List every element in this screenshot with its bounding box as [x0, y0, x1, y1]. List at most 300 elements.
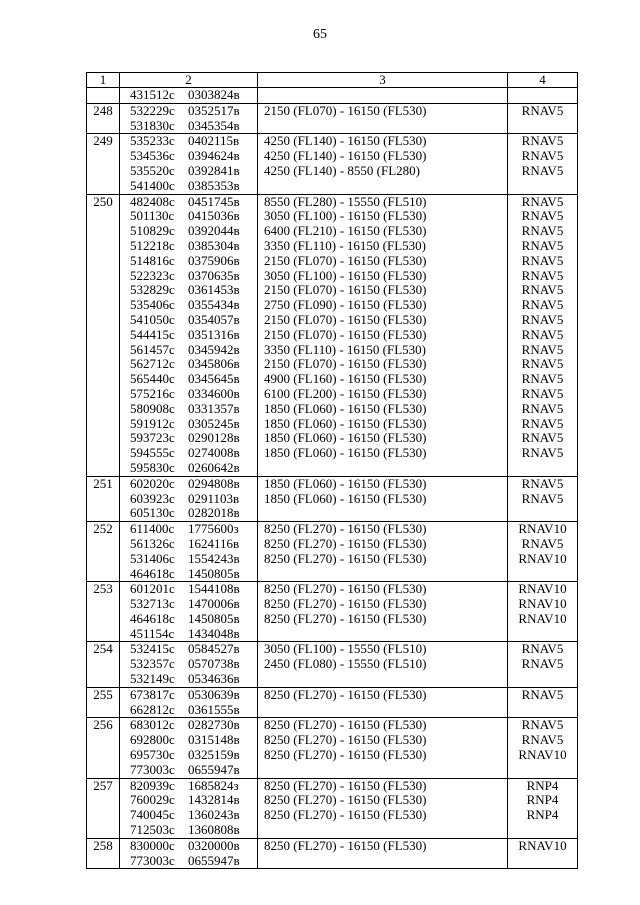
table-row	[87, 687, 578, 718]
latitude: 740045с	[130, 807, 175, 823]
altitude-range: 2150 (FL070) - 16150 (FL530)	[264, 102, 427, 118]
latitude: 522323с	[130, 267, 175, 283]
nav-spec: RNAV5	[521, 356, 564, 372]
longitude: 0345645в	[188, 371, 240, 387]
altitude-cell	[258, 778, 508, 838]
nav-spec: RNAV5	[521, 341, 564, 357]
coordinate-pair	[120, 733, 257, 748]
nav-spec: RNP4	[526, 807, 559, 823]
coordinate-pair	[120, 748, 257, 763]
latitude: 575216с	[130, 385, 175, 401]
altitude-range: 8250 (FL270) - 16150 (FL530)	[264, 521, 427, 537]
page-number: 65	[313, 27, 327, 42]
nav-spec: RNAV10	[518, 581, 567, 597]
latitude: 692800с	[130, 732, 175, 748]
nav-spec: RNAV5	[521, 252, 564, 268]
coordinate-pair	[120, 328, 257, 343]
header-row	[87, 73, 578, 88]
longitude: 0370635в	[188, 267, 240, 283]
table-row	[87, 103, 578, 134]
route-number	[87, 194, 120, 476]
longitude: 0315148в	[188, 732, 240, 748]
altitude-range: 2150 (FL070) - 16150 (FL530)	[264, 356, 427, 372]
longitude: 0282018в	[188, 505, 240, 521]
latitude: 591912с	[130, 415, 175, 431]
latitude: 602020с	[130, 475, 175, 491]
coordinate-pair	[120, 239, 257, 254]
longitude: 0260642в	[188, 459, 240, 475]
altitude-range: 8250 (FL270) - 16150 (FL530)	[264, 581, 427, 597]
altitude-range: 2150 (FL070) - 16150 (FL530)	[264, 282, 427, 298]
altitude-range: 2750 (FL090) - 16150 (FL530)	[264, 297, 427, 313]
column-header-2: 2	[120, 73, 258, 88]
longitude: 1450805в	[188, 565, 240, 581]
altitude-cell	[258, 718, 508, 778]
route-table	[86, 72, 578, 869]
altitude-cell	[258, 838, 508, 869]
route-number	[87, 522, 120, 582]
nav-spec: RNAV5	[521, 385, 564, 401]
coordinate-pair	[120, 672, 257, 687]
latitude: 535233с	[130, 133, 175, 149]
longitude: 0394624в	[188, 148, 240, 164]
longitude: 0352517в	[188, 102, 240, 118]
longitude: 0385304в	[188, 237, 240, 253]
latitude: 712503с	[130, 822, 175, 838]
nav-spec-cell	[508, 103, 578, 134]
altitude-range: 2150 (FL070) - 16150 (FL530)	[264, 326, 427, 342]
latitude: 683012с	[130, 717, 175, 733]
latitude: 562712с	[130, 356, 175, 372]
route-number	[87, 838, 120, 869]
coordinate-pair	[120, 642, 257, 657]
coordinates-cell	[120, 687, 258, 718]
altitude-range: 8250 (FL270) - 16150 (FL530)	[264, 792, 427, 808]
nav-spec: RNAV5	[521, 133, 564, 149]
latitude: 662812с	[130, 701, 175, 717]
route-number-text	[87, 88, 119, 103]
longitude: 0385353в	[188, 177, 240, 193]
longitude: 0584527в	[188, 641, 240, 657]
nav-spec: RNAV5	[521, 641, 564, 657]
latitude: 773003с	[130, 852, 175, 868]
route-number	[87, 103, 120, 134]
coordinate-pair	[120, 179, 257, 194]
coordinate-pair	[120, 164, 257, 179]
altitude-cell	[258, 88, 508, 104]
route-number-text: 255	[93, 686, 113, 702]
coordinate-pair	[120, 119, 257, 134]
latitude: 510829с	[130, 223, 175, 239]
longitude: 1554243в	[188, 550, 240, 566]
longitude: 0351316в	[188, 326, 240, 342]
latitude: 760029с	[130, 792, 175, 808]
coordinates-cell	[120, 134, 258, 194]
coordinate-pair	[120, 582, 257, 597]
nav-spec: RNAV5	[521, 326, 564, 342]
table-row	[87, 194, 578, 476]
altitude-range: 1850 (FL060) - 16150 (FL530)	[264, 475, 427, 491]
coordinate-pair	[120, 703, 257, 718]
longitude: 1360808в	[188, 822, 240, 838]
longitude: 0331357в	[188, 400, 240, 416]
latitude: 611400с	[130, 521, 175, 537]
altitude-range: 8250 (FL270) - 16150 (FL530)	[264, 535, 427, 551]
nav-spec-cell	[508, 88, 578, 104]
nav-spec: RNAV10	[518, 521, 567, 537]
latitude: 532713с	[130, 596, 175, 612]
coordinate-pair	[120, 134, 257, 149]
coordinate-pair	[120, 854, 257, 869]
altitude-range: 2150 (FL070) - 16150 (FL530)	[264, 311, 427, 327]
coordinate-pair	[120, 763, 257, 778]
latitude: 580908с	[130, 400, 175, 416]
nav-spec: RNAV10	[518, 610, 567, 626]
nav-spec: RNAV5	[521, 400, 564, 416]
coordinate-pair	[120, 357, 257, 372]
latitude: 541400с	[130, 177, 175, 193]
longitude: 1685824з	[188, 777, 239, 793]
altitude-cell	[258, 687, 508, 718]
latitude: 482408с	[130, 193, 175, 209]
longitude: 0451745в	[188, 193, 240, 209]
altitude-range: 1850 (FL060) - 16150 (FL530)	[264, 430, 427, 446]
nav-spec: RNAV5	[521, 102, 564, 118]
longitude: 0534636в	[188, 671, 240, 687]
latitude: 531830с	[130, 117, 175, 133]
altitude-cell	[258, 194, 508, 476]
route-number	[87, 476, 120, 521]
nav-spec: RNAV5	[521, 445, 564, 461]
nav-spec: RNAV5	[521, 297, 564, 313]
coordinate-pair	[120, 839, 257, 854]
latitude: 594555с	[130, 445, 175, 461]
altitude-range: 6400 (FL210) - 16150 (FL530)	[264, 223, 427, 239]
coordinates-cell	[120, 103, 258, 134]
longitude: 0345942в	[188, 341, 240, 357]
longitude: 0290128в	[188, 430, 240, 446]
coordinate-pair	[120, 779, 257, 794]
coordinates-cell	[120, 838, 258, 869]
altitude-range: 8250 (FL270) - 16150 (FL530)	[264, 747, 427, 763]
longitude: 0334600в	[188, 385, 240, 401]
latitude: 561457с	[130, 341, 175, 357]
latitude: 773003с	[130, 761, 175, 777]
altitude-range: 8250 (FL270) - 16150 (FL530)	[264, 686, 427, 702]
latitude: 501130с	[130, 208, 175, 224]
latitude: 532415с	[130, 641, 175, 657]
latitude: 561326с	[130, 535, 175, 551]
latitude: 673817с	[130, 686, 175, 702]
route-number	[87, 88, 120, 104]
longitude: 1624116в	[188, 535, 240, 551]
coordinates-cell	[120, 194, 258, 476]
coordinates-cell	[120, 642, 258, 687]
coordinate-pair	[120, 298, 257, 313]
altitude-cell	[258, 134, 508, 194]
longitude: 0305245в	[188, 415, 240, 431]
altitude-cell	[258, 522, 508, 582]
longitude: 1544108в	[188, 581, 240, 597]
table-row	[87, 134, 578, 194]
coordinates-cell	[120, 522, 258, 582]
coordinates-cell	[120, 718, 258, 778]
latitude: 514816с	[130, 252, 175, 268]
coordinate-pair	[120, 793, 257, 808]
table-row	[87, 838, 578, 869]
coordinate-pair	[120, 477, 257, 492]
longitude: 0274008в	[188, 445, 240, 461]
coordinate-pair	[120, 808, 257, 823]
route-number-text: 258	[93, 837, 113, 853]
route-number	[87, 687, 120, 718]
nav-spec-cell	[508, 687, 578, 718]
latitude: 534536с	[130, 148, 175, 164]
longitude: 0361453в	[188, 282, 240, 298]
latitude: 535406с	[130, 297, 175, 313]
table-row	[87, 476, 578, 521]
latitude: 595830с	[130, 459, 175, 475]
nav-spec-cell	[508, 194, 578, 476]
coordinate-pair	[120, 688, 257, 703]
altitude-range: 8250 (FL270) - 16150 (FL530)	[264, 837, 427, 853]
altitude-range: 4250 (FL140) - 16150 (FL530)	[264, 133, 427, 149]
route-number-text: 254	[93, 641, 113, 657]
coordinates-cell	[120, 476, 258, 521]
coordinate-pair	[120, 343, 257, 358]
coordinate-pair	[120, 657, 257, 672]
latitude: 532149с	[130, 671, 175, 687]
route-number-text: 252	[93, 521, 113, 537]
nav-spec: RNAV5	[521, 430, 564, 446]
nav-spec-cell	[508, 522, 578, 582]
table-row	[87, 718, 578, 778]
coordinates-cell	[120, 778, 258, 838]
altitude-range: 8250 (FL270) - 16150 (FL530)	[264, 717, 427, 733]
nav-spec: RNAV5	[521, 475, 564, 491]
altitude-range: 8550 (FL280) - 15550 (FL510)	[264, 193, 427, 209]
coordinate-pair	[120, 522, 257, 537]
altitude-range: 4250 (FL140) - 8550 (FL280)	[264, 162, 420, 178]
table-row	[87, 522, 578, 582]
coordinate-pair	[120, 269, 257, 284]
coordinate-pair	[120, 254, 257, 269]
longitude: 0345354в	[188, 117, 240, 133]
column-header-4: 4	[508, 73, 578, 88]
altitude-cell	[258, 476, 508, 521]
altitude-range: 8250 (FL270) - 16150 (FL530)	[264, 550, 427, 566]
longitude: 0392841в	[188, 162, 240, 178]
coordinate-pair	[120, 718, 257, 733]
coordinate-pair	[120, 195, 257, 210]
route-number	[87, 778, 120, 838]
latitude: 603923с	[130, 490, 175, 506]
route-number-text: 253	[93, 581, 113, 597]
longitude: 1450805в	[188, 610, 240, 626]
latitude: 532357с	[130, 656, 175, 672]
altitude-cell	[258, 103, 508, 134]
longitude: 0375906в	[188, 252, 240, 268]
altitude-range: 3350 (FL110) - 16150 (FL530)	[264, 237, 427, 253]
nav-spec: RNAV10	[518, 596, 567, 612]
coordinate-pair	[120, 209, 257, 224]
altitude-cell	[258, 642, 508, 687]
altitude-range: 3050 (FL100) - 16150 (FL530)	[264, 208, 427, 224]
nav-spec-cell	[508, 838, 578, 869]
altitude-range: 8250 (FL270) - 16150 (FL530)	[264, 610, 427, 626]
table-body	[87, 88, 578, 869]
nav-spec: RNAV5	[521, 311, 564, 327]
coordinate-pair	[120, 149, 257, 164]
altitude-range: 8250 (FL270) - 16150 (FL530)	[264, 777, 427, 793]
altitude-range: 2150 (FL070) - 16150 (FL530)	[264, 252, 427, 268]
table-row	[87, 88, 578, 104]
route-number	[87, 582, 120, 642]
coordinate-pair	[120, 104, 257, 119]
latitude: 451154с	[130, 625, 175, 641]
coordinate-pair	[120, 446, 257, 461]
nav-spec: RNAV5	[521, 415, 564, 431]
nav-spec: RNAV5	[521, 535, 564, 551]
table-row	[87, 642, 578, 687]
coordinate-pair	[120, 567, 257, 582]
altitude-range: 3350 (FL110) - 16150 (FL530)	[264, 341, 427, 357]
latitude: 820939с	[130, 777, 175, 793]
nav-spec: RNAV5	[521, 732, 564, 748]
nav-spec: RNAV10	[518, 837, 567, 853]
longitude: 0282730в	[188, 717, 240, 733]
longitude: 1432814в	[188, 792, 240, 808]
nav-spec: RNAV5	[521, 490, 564, 506]
route-number-text: 257	[93, 777, 113, 793]
latitude: 695730с	[130, 747, 175, 763]
altitude-range: 1850 (FL060) - 16150 (FL530)	[264, 445, 427, 461]
altitude-range: 8250 (FL270) - 16150 (FL530)	[264, 732, 427, 748]
latitude: 512218с	[130, 237, 175, 253]
longitude: 1470006в	[188, 596, 240, 612]
route-number-text: 256	[93, 717, 113, 733]
latitude: 565440с	[130, 371, 175, 387]
nav-spec: RNAV5	[521, 162, 564, 178]
coordinate-pair	[120, 537, 257, 552]
longitude: 0303824в	[188, 87, 240, 102]
nav-spec: RNAV5	[521, 223, 564, 239]
altitude-cell	[258, 582, 508, 642]
nav-spec-cell	[508, 718, 578, 778]
longitude: 0655947в	[188, 852, 240, 868]
longitude: 0655947в	[188, 761, 240, 777]
longitude: 1434048в	[188, 625, 240, 641]
altitude-range: 2450 (FL080) - 15550 (FL510)	[264, 656, 427, 672]
latitude: 830000с	[130, 837, 175, 853]
longitude: 0345806в	[188, 356, 240, 372]
coordinate-pair	[120, 597, 257, 612]
nav-spec: RNAV5	[521, 148, 564, 164]
nav-spec: RNAV10	[518, 550, 567, 566]
nav-spec: RNAV5	[521, 237, 564, 253]
route-number-text: 249	[93, 133, 113, 149]
nav-spec: RNAV5	[521, 686, 564, 702]
longitude: 0294808в	[188, 475, 240, 491]
latitude: 464618с	[130, 610, 175, 626]
altitude-range: 1850 (FL060) - 16150 (FL530)	[264, 400, 427, 416]
coordinates-cell	[120, 582, 258, 642]
nav-spec: RNAV5	[521, 282, 564, 298]
longitude: 0325159в	[188, 747, 240, 763]
latitude: 532229с	[130, 102, 175, 118]
latitude: 532829с	[130, 282, 175, 298]
longitude: 0402115в	[188, 133, 240, 149]
latitude: 541050с	[130, 311, 175, 327]
altitude-range: 3050 (FL100) - 15550 (FL510)	[264, 641, 427, 657]
nav-spec: RNAV5	[521, 371, 564, 387]
coordinate-pair	[120, 88, 257, 103]
latitude: 544415с	[130, 326, 175, 342]
coordinate-pair	[120, 313, 257, 328]
column-header-3: 3	[258, 73, 508, 88]
nav-spec-cell	[508, 582, 578, 642]
longitude: 0320000в	[188, 837, 240, 853]
nav-spec-cell	[508, 134, 578, 194]
latitude: 531406с	[130, 550, 175, 566]
nav-spec: RNP4	[526, 792, 559, 808]
altitude-range: 4250 (FL140) - 16150 (FL530)	[264, 148, 427, 164]
coordinate-pair	[120, 387, 257, 402]
nav-spec-cell	[508, 476, 578, 521]
longitude: 0361555в	[188, 701, 240, 717]
altitude-range: 3050 (FL100) - 16150 (FL530)	[264, 267, 427, 283]
coordinate-pair	[120, 461, 257, 476]
longitude: 0392044в	[188, 223, 240, 239]
coordinate-pair	[120, 431, 257, 446]
longitude: 0354057в	[188, 311, 240, 327]
nav-spec-cell	[508, 778, 578, 838]
route-number	[87, 718, 120, 778]
altitude-range: 8250 (FL270) - 16150 (FL530)	[264, 596, 427, 612]
coordinate-pair	[120, 402, 257, 417]
latitude: 535520с	[130, 162, 175, 178]
route-number	[87, 642, 120, 687]
longitude: 0570738в	[188, 656, 240, 672]
longitude: 1360243в	[188, 807, 240, 823]
longitude: 1775600з	[188, 521, 239, 537]
altitude-range: 1850 (FL060) - 16150 (FL530)	[264, 490, 427, 506]
coordinate-pair	[120, 372, 257, 387]
latitude: 601201с	[130, 581, 175, 597]
coordinate-pair	[120, 506, 257, 521]
nav-spec: RNAV10	[518, 747, 567, 763]
nav-spec: RNP4	[526, 777, 559, 793]
nav-spec: RNAV5	[521, 267, 564, 283]
altitude-range: 1850 (FL060) - 16150 (FL530)	[264, 415, 427, 431]
longitude: 0355434в	[188, 297, 240, 313]
latitude: 593723с	[130, 430, 175, 446]
route-number-text: 248	[93, 102, 113, 118]
table-row	[87, 778, 578, 838]
coordinate-pair	[120, 552, 257, 567]
table-row	[87, 582, 578, 642]
nav-spec: RNAV5	[521, 208, 564, 224]
altitude-range: 4900 (FL160) - 16150 (FL530)	[264, 371, 427, 387]
coordinate-pair	[120, 283, 257, 298]
coordinates-cell	[120, 88, 258, 104]
latitude: 605130с	[130, 505, 175, 521]
route-number-text: 250	[93, 193, 113, 209]
coordinate-pair	[120, 823, 257, 838]
altitude-range: 8250 (FL270) - 16150 (FL530)	[264, 807, 427, 823]
latitude: 431512с	[130, 87, 175, 102]
coordinate-pair	[120, 627, 257, 642]
